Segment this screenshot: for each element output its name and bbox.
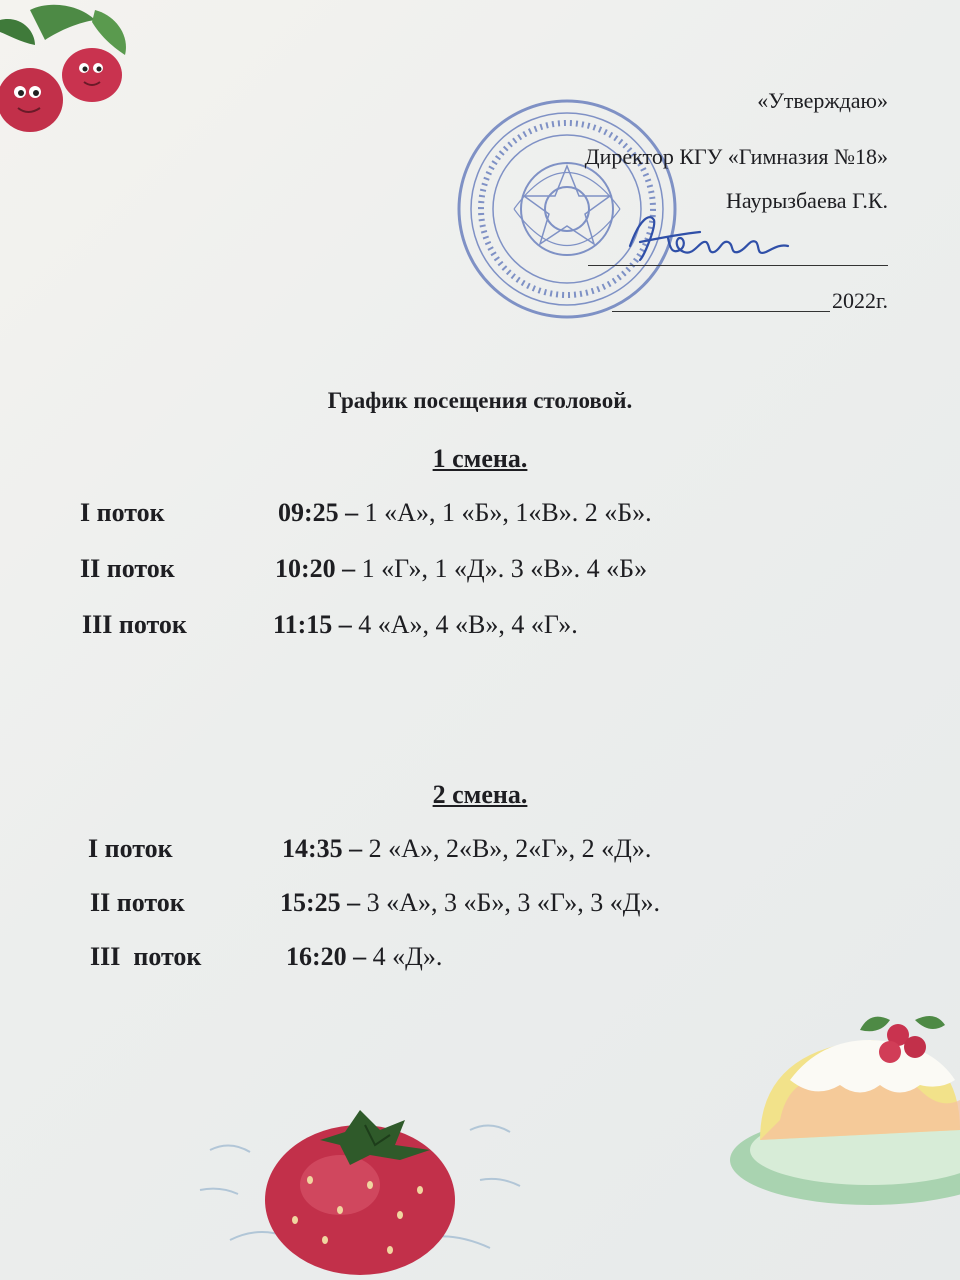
- flow-classes: 4 «Д».: [372, 942, 443, 971]
- time-separator: –: [346, 942, 373, 971]
- flow-time: 15:25: [280, 888, 341, 917]
- approval-date: [612, 290, 888, 312]
- time-separator: –: [332, 610, 359, 639]
- approval-block: [468, 90, 888, 320]
- flow-time: 14:35: [282, 834, 343, 863]
- approval-year: 2022г.: [831, 288, 888, 313]
- flow-classes: 4 «А», 4 «В», 4 «Г».: [358, 610, 578, 639]
- time-separator: –: [342, 834, 369, 863]
- approver-name: Наурызбаева Г.К.: [725, 188, 888, 213]
- approver-position: Директор КГУ «Гимназия №18»: [584, 144, 888, 169]
- flow-label: I поток: [88, 834, 173, 863]
- time-separator: –: [335, 554, 362, 583]
- date-blank-line: [612, 311, 830, 312]
- flow-label: I поток: [80, 498, 165, 527]
- flow-label: III поток: [82, 610, 187, 639]
- flow-classes: 3 «А», 3 «Б», 3 «Г», 3 «Д».: [366, 888, 660, 917]
- strawberry-illustration: [190, 1090, 530, 1280]
- time-separator: –: [338, 498, 365, 527]
- shift-1-heading: 1 смена.: [432, 444, 528, 473]
- flow-time: 11:15: [273, 610, 333, 639]
- time-separator: –: [340, 888, 367, 917]
- flow-classes: 2 «А», 2«В», 2«Г», 2 «Д».: [368, 834, 652, 863]
- flow-schedule: [275, 554, 647, 584]
- flow-schedule: [280, 888, 660, 918]
- flow-schedule: [286, 942, 442, 972]
- flow-time: 16:20: [286, 942, 347, 971]
- flow-label: III поток: [90, 942, 202, 971]
- shift-2-heading: 2 смена.: [432, 780, 528, 809]
- flow-time: 10:20: [275, 554, 336, 583]
- flow-classes: 1 «А», 1 «Б», 1«В». 2 «Б».: [364, 498, 652, 527]
- flow-label: II поток: [90, 888, 185, 917]
- flow-classes: 1 «Г», 1 «Д». 3 «В». 4 «Б»: [361, 554, 648, 583]
- approval-title: «Утверждаю»: [757, 88, 888, 113]
- flow-time: 09:25: [278, 498, 339, 527]
- flow-schedule: [278, 498, 652, 528]
- flow-label: II поток: [80, 554, 175, 583]
- flow-schedule: [273, 610, 578, 640]
- flow-schedule: [282, 834, 651, 864]
- strawberry-corner-illustration: [0, 0, 140, 150]
- pudding-illustration: [720, 990, 960, 1220]
- signature-line: [588, 265, 888, 266]
- document-title: График посещения столовой.: [327, 388, 633, 413]
